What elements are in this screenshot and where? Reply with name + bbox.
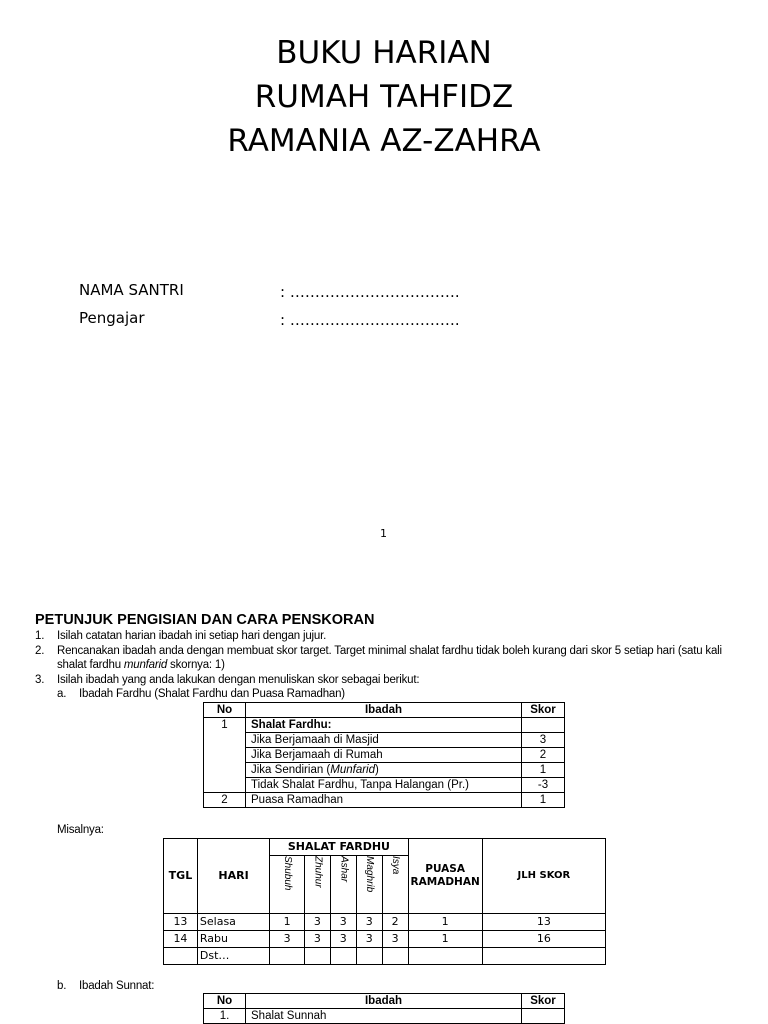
item-2-text: Rencanakan ibadah anda dengan membuat skor target. Target minimal shalat fardhu tidak boleh kurang dari skor 5 setiap hari (satu kali <box>57 645 722 657</box>
sunnat-table <box>203 993 565 1024</box>
hari-cell: Rabu <box>197 931 269 948</box>
sub-a-text: Ibadah Fardhu (Shalat Fardhu dan Puasa Ramadhan) <box>79 688 345 700</box>
skor-cell: 3 <box>330 914 356 931</box>
row-no-2: 2 <box>204 793 246 808</box>
skor-cell-empty <box>522 1009 565 1024</box>
sub-b-letter: b. <box>57 980 67 992</box>
skor-cell: 3 <box>382 931 408 948</box>
skor-cell: 3 <box>304 931 330 948</box>
document-title <box>0 31 768 163</box>
table-row <box>204 718 565 733</box>
puasa-cell-empty <box>408 948 482 965</box>
item-2-continuation: shalat fardhu munfarid skornya: 1) <box>57 659 225 671</box>
puasa-cell: 1 <box>408 931 482 948</box>
puasa-cell: 1 <box>408 914 482 931</box>
skor-cell-empty <box>356 948 382 965</box>
skor-cell: 1 <box>270 914 305 931</box>
row-no: 1. <box>204 1009 246 1024</box>
header-jlh-skor: JLH SKOR <box>482 839 605 914</box>
prayer-ashar: Ashar <box>330 856 356 914</box>
skor-cell: 3 <box>356 931 382 948</box>
page-number: 1 <box>380 527 387 540</box>
header-puasa-ramadhan: PUASA RAMADHAN <box>408 839 482 914</box>
skor-cell: 2 <box>382 914 408 931</box>
item-3-text: Isilah ibadah yang anda lakukan dengan menuliskan skor sebagai berikut: <box>57 674 420 686</box>
jlh-cell-empty <box>482 948 605 965</box>
ibadah-cell: Jika Sendirian (Munfarid) <box>246 763 522 778</box>
table-header-row <box>204 994 565 1009</box>
ibadah-cell: Jika Berjamaah di Rumah <box>246 748 522 763</box>
item-1-number: 1. <box>35 630 45 642</box>
table-row <box>164 931 606 948</box>
tgl-cell: 14 <box>164 931 198 948</box>
group-shalat-fardhu: Shalat Fardhu: <box>246 718 522 733</box>
table-row <box>204 748 565 763</box>
skor-cell: 3 <box>330 931 356 948</box>
table-row <box>164 948 606 965</box>
example-table <box>163 838 606 965</box>
instructions-heading: PETUNJUK PENGISIAN DAN CARA PENSKORAN <box>35 612 375 628</box>
skor-cell: 3 <box>356 914 382 931</box>
skor-cell-empty <box>270 948 305 965</box>
header-skor: Skor <box>522 994 565 1009</box>
header-ibadah: Ibadah <box>246 703 522 718</box>
jlh-cell: 16 <box>482 931 605 948</box>
example-header-row <box>164 839 606 856</box>
skor-cell-empty <box>522 718 565 733</box>
skor-cell: 3 <box>270 931 305 948</box>
jlh-cell: 13 <box>482 914 605 931</box>
prayer-maghrib: Maghrib <box>356 856 382 914</box>
table-header-row <box>204 703 565 718</box>
item-2-number: 2. <box>35 645 45 657</box>
prayer-isya: Isya <box>382 856 408 914</box>
score-table <box>203 702 565 808</box>
row-no-1: 1 <box>204 718 246 733</box>
item-3-number: 3. <box>35 674 45 686</box>
nama-santri-field: : ……………………………. <box>280 283 460 301</box>
skor-cell: 3 <box>522 733 565 748</box>
example-label: Misalnya: <box>57 824 104 836</box>
skor-cell-empty <box>330 948 356 965</box>
header-hari: HARI <box>197 839 269 914</box>
header-no: No <box>204 994 246 1009</box>
prayer-shubuh: Shubuh <box>270 856 305 914</box>
skor-cell: -3 <box>522 778 565 793</box>
table-row <box>204 1009 565 1024</box>
pengajar-field: : ……………………………. <box>280 311 460 329</box>
ibadah-cell: Puasa Ramadhan <box>246 793 522 808</box>
no-cell-empty <box>204 733 246 748</box>
prayer-zhuhur: Zhuhur <box>304 856 330 914</box>
header-skor: Skor <box>522 703 565 718</box>
table-row <box>204 793 565 808</box>
sub-b-text: Ibadah Sunnat: <box>79 980 155 992</box>
pengajar-label: Pengajar <box>79 309 145 327</box>
no-cell-empty <box>204 763 246 778</box>
skor-cell: 3 <box>304 914 330 931</box>
tgl-cell: 13 <box>164 914 198 931</box>
item-1-text: Isilah catatan harian ibadah ini setiap hari dengan jujur. <box>57 630 327 642</box>
tgl-cell-empty <box>164 948 198 965</box>
header-ibadah: Ibadah <box>246 994 522 1009</box>
ibadah-cell: Shalat Sunnah <box>246 1009 522 1024</box>
hari-cell: Dst… <box>197 948 269 965</box>
table-row <box>164 914 606 931</box>
skor-cell: 1 <box>522 763 565 778</box>
ibadah-cell: Tidak Shalat Fardhu, Tanpa Halangan (Pr.) <box>246 778 522 793</box>
title-line-3: RAMANIA AZ-ZAHRA <box>227 123 541 159</box>
ibadah-cell: Jika Berjamaah di Masjid <box>246 733 522 748</box>
header-shalat-fardhu: SHALAT FARDHU <box>270 839 408 856</box>
table-row <box>204 763 565 778</box>
no-cell-empty <box>204 748 246 763</box>
header-no: No <box>204 703 246 718</box>
skor-cell-empty <box>304 948 330 965</box>
table-row <box>204 778 565 793</box>
skor-cell: 2 <box>522 748 565 763</box>
header-tgl: TGL <box>164 839 198 914</box>
hari-cell: Selasa <box>197 914 269 931</box>
sub-a-letter: a. <box>57 688 67 700</box>
nama-santri-label: NAMA SANTRI <box>79 281 184 299</box>
title-line-1: BUKU HARIAN <box>276 35 492 71</box>
skor-cell: 1 <box>522 793 565 808</box>
title-line-2: RUMAH TAHFIDZ <box>254 79 514 115</box>
skor-cell-empty <box>382 948 408 965</box>
no-cell-empty <box>204 778 246 793</box>
table-row <box>204 733 565 748</box>
